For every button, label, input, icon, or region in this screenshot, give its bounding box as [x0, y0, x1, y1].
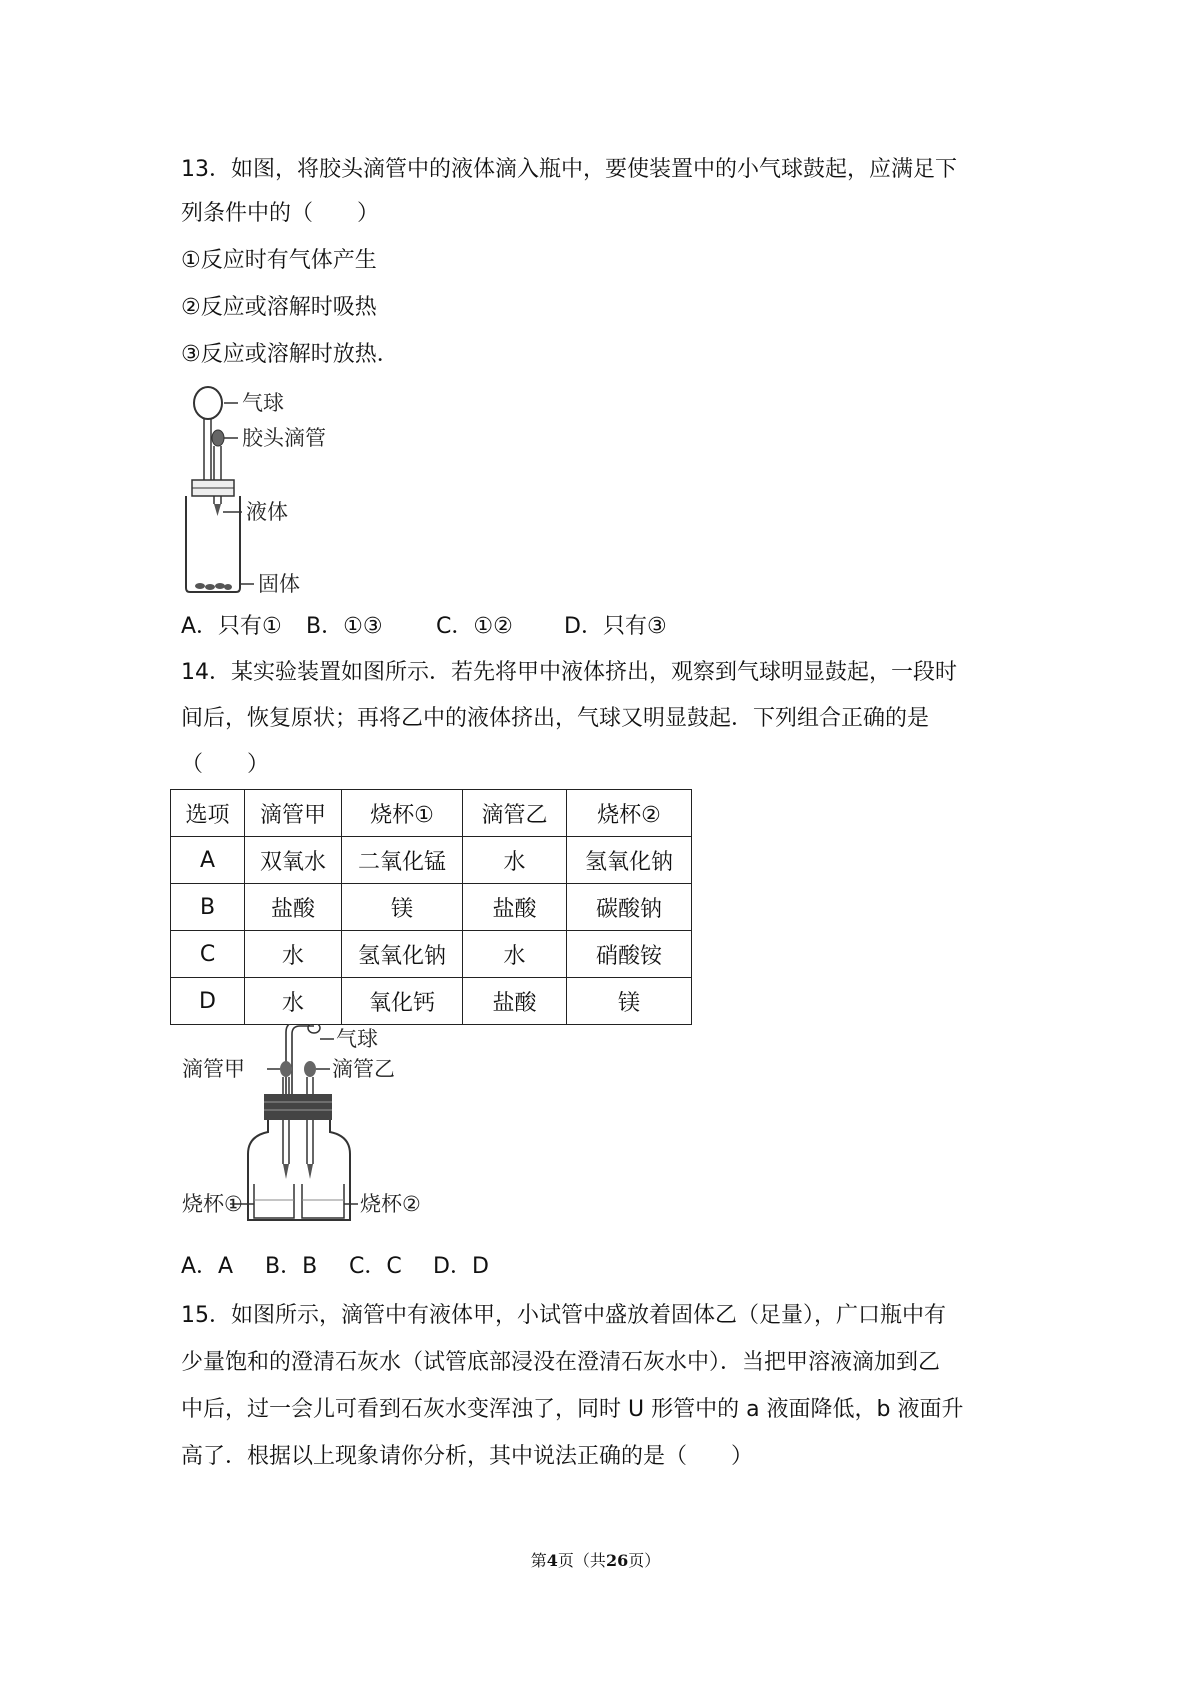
q14-stem-line1: 14．某实验装置如图所示．若先将甲中液体挤出，观察到气球明显鼓起，一段时 — [181, 660, 957, 685]
table-cell: A — [171, 837, 245, 884]
table-header-cell: 烧杯① — [342, 790, 463, 837]
footer-prefix: 第 — [530, 1551, 547, 1570]
q14-option-b[interactable]: B．B — [265, 1254, 318, 1279]
q13-label-balloon: 气球 — [242, 391, 284, 415]
q13-option-b[interactable]: B．①③ — [306, 614, 383, 639]
q14-apparatus-figure — [182, 1024, 432, 1229]
table-header-cell: 滴管甲 — [245, 790, 342, 837]
table-cell: 盐酸 — [463, 978, 567, 1025]
table-cell: 氢氧化钠 — [567, 837, 692, 884]
q14-label-beaker-1: 烧杯① — [182, 1192, 243, 1216]
table-cell: 水 — [463, 837, 567, 884]
footer-page-number: 4 — [546, 1551, 558, 1570]
table-cell: 硝酸铵 — [567, 931, 692, 978]
q14-option-d[interactable]: D．D — [433, 1254, 489, 1279]
table-cell: 盐酸 — [463, 884, 567, 931]
table-cell: 镁 — [342, 884, 463, 931]
table-row — [171, 837, 692, 884]
table-header-row — [171, 790, 692, 837]
table-cell: D — [171, 978, 245, 1025]
q13-option-c[interactable]: C．①② — [436, 614, 513, 639]
table-header-cell: 烧杯② — [567, 790, 692, 837]
q14-label-dropper-a: 滴管甲 — [182, 1057, 245, 1081]
q14-label-beaker-2: 烧杯② — [360, 1192, 421, 1216]
table-row — [171, 978, 692, 1025]
q15-stem-line1: 15．如图所示，滴管中有液体甲，小试管中盛放着固体乙（足量），广口瓶中有 — [181, 1303, 946, 1328]
table-cell: 水 — [245, 978, 342, 1025]
q14-stem-line2: 间后，恢复原状；再将乙中的液体挤出，气球又明显鼓起．下列组合正确的是 — [181, 706, 930, 731]
q13-condition-1: ①反应时有气体产生 — [181, 248, 377, 273]
table-cell: 水 — [463, 931, 567, 978]
page-footer — [0, 1548, 1191, 1571]
q14-stem-line3: （ ） — [181, 752, 270, 777]
table-cell: 氢氧化钠 — [342, 931, 463, 978]
table-cell: 镁 — [567, 978, 692, 1025]
q13-apparatus-figure — [180, 384, 360, 604]
q13-stem-line1: 13．如图，将胶头滴管中的液体滴入瓶中，要使装置中的小气球鼓起，应满足下 — [181, 157, 957, 182]
q13-option-d[interactable]: D．只有③ — [564, 614, 667, 639]
q13-option-a[interactable]: A．只有① — [181, 614, 282, 639]
table-cell: 水 — [245, 931, 342, 978]
footer-middle: 页（共 — [557, 1551, 606, 1570]
table-cell: C — [171, 931, 245, 978]
q13-label-solid: 固体 — [258, 572, 300, 596]
footer-suffix: 页） — [628, 1551, 661, 1570]
table-cell: 双氧水 — [245, 837, 342, 884]
table-header-cell: 选项 — [171, 790, 245, 837]
table-cell: 盐酸 — [245, 884, 342, 931]
table-cell: 碳酸钠 — [567, 884, 692, 931]
q14-option-a[interactable]: A．A — [181, 1254, 234, 1279]
table-row — [171, 884, 692, 931]
table-row — [171, 931, 692, 978]
q14-options — [181, 1252, 489, 1282]
q13-stem-line2: 列条件中的（ ） — [181, 201, 380, 226]
q13-label-dropper: 胶头滴管 — [242, 426, 326, 450]
q13-condition-3: ③反应或溶解时放热． — [181, 342, 399, 367]
q14-options-table — [170, 789, 692, 1025]
q15-stem-line3: 中后，过一会儿可看到石灰水变浑浊了，同时 U 形管中的 a 液面降低，b 液面升 — [181, 1397, 964, 1422]
q13-options — [181, 612, 667, 642]
q14-label-balloon: 气球 — [336, 1027, 378, 1051]
table-cell: 氧化钙 — [342, 978, 463, 1025]
q13-condition-2: ②反应或溶解时吸热 — [181, 295, 377, 320]
q14-label-dropper-b: 滴管乙 — [332, 1057, 395, 1081]
q14-option-c[interactable]: C．C — [349, 1254, 402, 1279]
table-cell: 二氧化锰 — [342, 837, 463, 884]
q15-stem-line2: 少量饱和的澄清石灰水（试管底部浸没在澄清石灰水中）．当把甲溶液滴加到乙 — [181, 1350, 941, 1375]
q13-label-liquid: 液体 — [246, 500, 288, 524]
table-header-cell: 滴管乙 — [463, 790, 567, 837]
q15-stem-line4: 高了．根据以上现象请你分析，其中说法正确的是（ ） — [181, 1444, 754, 1469]
table-cell: B — [171, 884, 245, 931]
footer-total-pages: 26 — [605, 1551, 629, 1570]
